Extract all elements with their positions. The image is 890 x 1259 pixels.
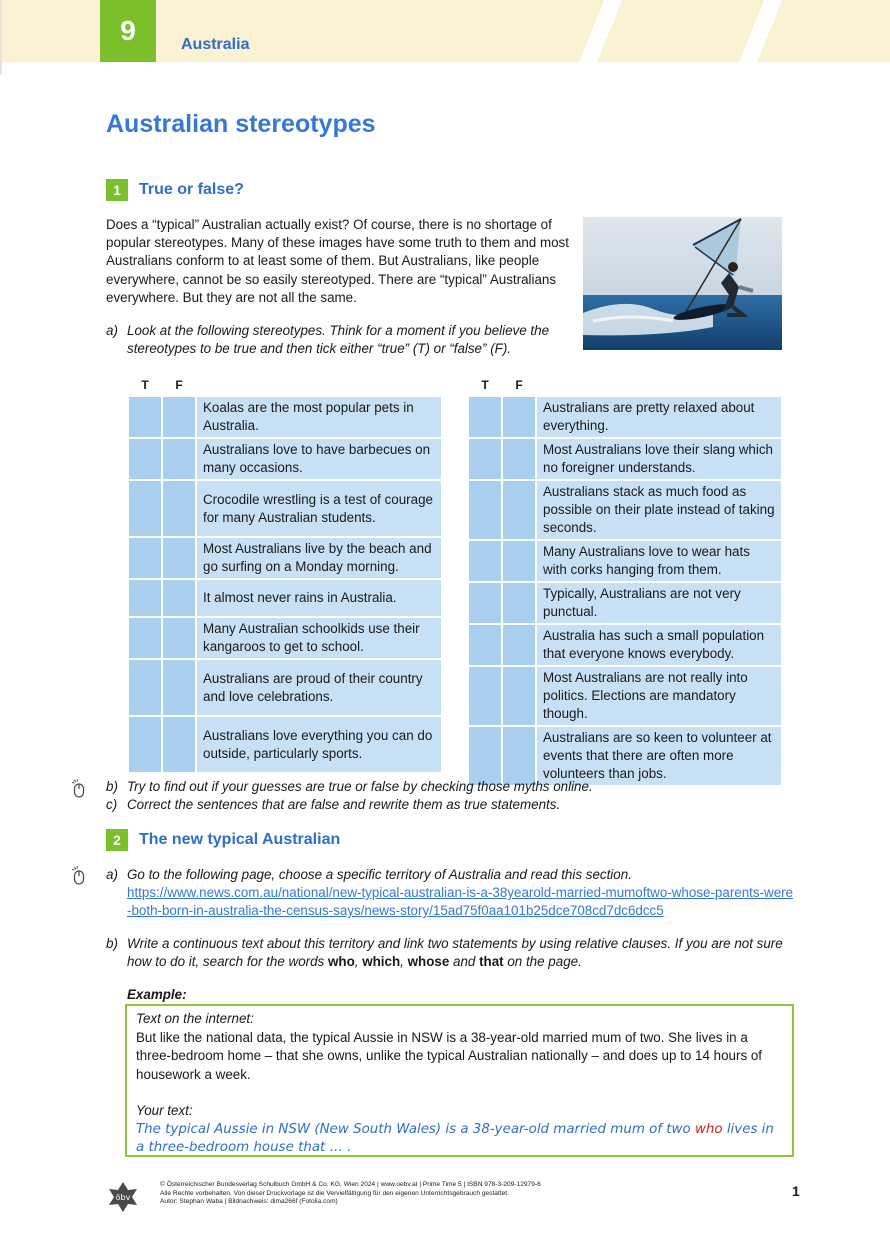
false-checkbox[interactable] — [503, 481, 535, 539]
statement-text: It almost never rains in Australia. — [197, 580, 441, 616]
true-checkbox[interactable] — [469, 397, 501, 437]
table-row — [469, 667, 781, 725]
section-number: 2 — [106, 829, 128, 851]
task-label: b) — [106, 936, 118, 951]
task-instruction-end: on the page. — [503, 954, 582, 969]
statement-text: Typically, Australians are not very punctual. — [537, 583, 781, 623]
table-row — [469, 439, 781, 479]
header-stripe — [732, 0, 786, 62]
page-number: 1 — [792, 1183, 800, 1199]
true-checkbox[interactable] — [469, 625, 501, 665]
false-checkbox[interactable] — [503, 625, 535, 665]
oebv-logo — [106, 1180, 140, 1214]
task-text: Try to find out if your guesses are true or false by checking those myths online. — [127, 779, 593, 794]
statement-text: Australians love to have barbecues on many occasions. — [197, 439, 441, 479]
table-header-row — [469, 375, 781, 395]
true-checkbox[interactable] — [469, 727, 501, 785]
task-text: Correct the sentences that are false and rewrite them as true statements. — [127, 797, 561, 812]
table-row — [129, 439, 441, 479]
page-edge — [0, 0, 2, 75]
true-checkbox[interactable] — [129, 481, 161, 536]
separator: , — [354, 954, 363, 969]
internet-text-label: Text on the internet: — [136, 1011, 254, 1026]
true-checkbox[interactable] — [129, 397, 161, 437]
section-title: True or false? — [139, 181, 244, 198]
your-text-answer — [136, 1121, 783, 1158]
false-checkbox[interactable] — [503, 397, 535, 437]
true-checkbox[interactable] — [469, 583, 501, 623]
chapter-title: Australia — [181, 36, 250, 53]
task-label: b) — [106, 779, 118, 794]
column-header-false: F — [503, 375, 535, 395]
footer-line: © Österreichischer Bundesverlag Schulbuch GmbH & Co. KG, Wien 2024 | www.oebv.at | Prime Time 5 | ISBN 978-3-209-12979-6 — [160, 1181, 541, 1188]
true-checkbox[interactable] — [469, 439, 501, 479]
separator: and — [449, 954, 480, 969]
task-1b — [106, 778, 786, 796]
footer-line: Alle Rechte vorbehalten. Von dieser Druckvorlage ist die Vervielfältigung für den eigenen Unterrichtsgebrauch gestattet. — [160, 1189, 509, 1197]
example-label: Example: — [127, 987, 187, 1002]
true-checkbox[interactable] — [129, 618, 161, 658]
stereotype-table-left — [127, 373, 443, 774]
table-row — [129, 580, 441, 616]
task-2a — [106, 866, 796, 920]
table-row — [469, 583, 781, 623]
false-checkbox[interactable] — [163, 717, 195, 772]
answer-relative-pronoun: who — [694, 1121, 723, 1137]
statement-text: Most Australians are not really into politics. Elections are mandatory though. — [537, 667, 781, 725]
internet-text: But like the national data, the typical Aussie in NSW is a 38-year-old married mum of two. She lives in a three-bedroom home – that she owns, unlike the typical Australian nationally – and does up to 14 hours of housework a week. — [136, 1029, 763, 1082]
section-number: 1 — [106, 179, 128, 201]
page-title: Australian stereotypes — [106, 110, 376, 138]
section-1-heading — [106, 179, 244, 201]
windsurfer-photo — [583, 217, 782, 350]
table-header-row — [129, 375, 441, 395]
example-box — [125, 1004, 794, 1157]
task-label: a) — [106, 323, 118, 338]
computer-mouse-icon — [72, 779, 86, 799]
article-link[interactable]: https://www.news.com.au/national/new-typical-australian-is-a-38yearold-married-mumoftwo-whose-parents-were-both-born-in-australia-the-census-says/news-story/15ad75f0aa101b25dce708cd7dc6dcc5 — [127, 885, 794, 918]
table-row — [129, 618, 441, 658]
true-checkbox[interactable] — [129, 439, 161, 479]
stereotype-table-right — [467, 373, 783, 787]
statement-text: Many Australians love to wear hats with corks hanging from them. — [537, 541, 781, 581]
column-header-true: T — [129, 375, 161, 395]
task-text — [127, 866, 796, 920]
statement-text: Most Australians live by the beach and go surfing on a Monday morning. — [197, 538, 441, 578]
false-checkbox[interactable] — [163, 538, 195, 578]
footer-line: Autor: Stephan Waba | Bildnachweis: dima266f (Fotolia.com) — [160, 1198, 338, 1206]
false-checkbox[interactable] — [163, 439, 195, 479]
true-checkbox[interactable] — [129, 538, 161, 578]
statement-text: Australians stack as much food as possible on their plate instead of taking seconds. — [537, 481, 781, 539]
false-checkbox[interactable] — [503, 439, 535, 479]
false-checkbox[interactable] — [503, 541, 535, 581]
task-text: Look at the following stereotypes. Think for a moment if you believe the stereotypes to be true and then tick either “true” (T) or “false” (F). — [127, 323, 550, 356]
statement-text: Australia has such a small population that everyone knows everybody. — [537, 625, 781, 665]
table-row — [129, 717, 441, 772]
table-row — [129, 397, 441, 437]
false-checkbox[interactable] — [163, 618, 195, 658]
keyword-which: which — [362, 954, 401, 969]
task-1c — [106, 796, 786, 814]
task-1a — [106, 322, 576, 358]
table-row — [469, 541, 781, 581]
task-label: a) — [106, 867, 118, 882]
statement-text: Many Australian schoolkids use their kangaroos to get to school. — [197, 618, 441, 658]
chapter-number: 9 — [100, 0, 156, 62]
statement-text: Most Australians love their slang which no foreigner understands. — [537, 439, 781, 479]
answer-text: The typical Aussie in NSW (New South Wales) is a 38-year-old married mum of two — [136, 1121, 695, 1137]
computer-mouse-icon — [72, 866, 86, 886]
statement-text: Australians are so keen to volunteer at events that there are often more volunteers than jobs. — [537, 727, 781, 785]
statement-text: Australians are pretty relaxed about everything. — [537, 397, 781, 437]
keyword-whose: whose — [407, 954, 450, 969]
false-checkbox[interactable] — [163, 397, 195, 437]
statement-text: Crocodile wrestling is a test of courage for many Australian students. — [197, 481, 441, 536]
table-row — [469, 481, 781, 539]
true-checkbox[interactable] — [129, 660, 161, 715]
false-checkbox[interactable] — [503, 667, 535, 725]
your-text-label: Your text: — [136, 1103, 193, 1118]
keyword-who: who — [327, 954, 355, 969]
answer-text-end: lives in a three-bedroom house that … . — [136, 1121, 774, 1155]
table-row — [469, 397, 781, 437]
true-checkbox[interactable] — [469, 541, 501, 581]
statement-text: Australians love everything you can do outside, particularly sports. — [197, 717, 441, 772]
true-checkbox[interactable] — [129, 580, 161, 616]
statement-text: Australians are proud of their country and love celebrations. — [197, 660, 441, 715]
section-title: The new typical Australian — [139, 831, 341, 848]
false-checkbox[interactable] — [163, 660, 195, 715]
task-text — [127, 935, 796, 971]
task-instruction: Write a continuous text about this territory and link two statements by using relative clauses. If you are not sure how to do it, search for the words — [127, 936, 783, 969]
false-checkbox[interactable] — [503, 727, 535, 785]
statement-text: Koalas are the most popular pets in Australia. — [197, 397, 441, 437]
column-header-false: F — [163, 375, 195, 395]
section-2-heading — [106, 829, 340, 851]
false-checkbox[interactable] — [503, 583, 535, 623]
header-stripe — [572, 0, 626, 62]
task-label: c) — [106, 797, 118, 812]
intro-paragraph: Does a “typical” Australian actually exist? Of course, there is no shortage of popular stereotypes. Many of these images have some truth to them and most Australians conform to at least some of them. But Australians, like people everywhere, cannot be so easily stereotyped. There are “typical” Australians everywhere. But they are not all the same. — [106, 217, 569, 305]
true-checkbox[interactable] — [129, 717, 161, 772]
false-checkbox[interactable] — [163, 580, 195, 616]
true-checkbox[interactable] — [469, 667, 501, 725]
table-row — [129, 660, 441, 715]
separator: , — [400, 954, 408, 969]
task-instruction: Go to the following page, choose a specific territory of Australia and read this section. — [127, 867, 632, 882]
false-checkbox[interactable] — [163, 481, 195, 536]
column-header-true: T — [469, 375, 501, 395]
true-checkbox[interactable] — [469, 481, 501, 539]
keyword-that: that — [479, 954, 504, 969]
table-row — [469, 625, 781, 665]
footer-copyright — [160, 1181, 541, 1207]
table-row — [129, 481, 441, 536]
table-row — [469, 727, 781, 785]
table-row — [129, 538, 441, 578]
logo-text: öbv — [115, 1193, 131, 1202]
task-2b — [106, 935, 796, 971]
